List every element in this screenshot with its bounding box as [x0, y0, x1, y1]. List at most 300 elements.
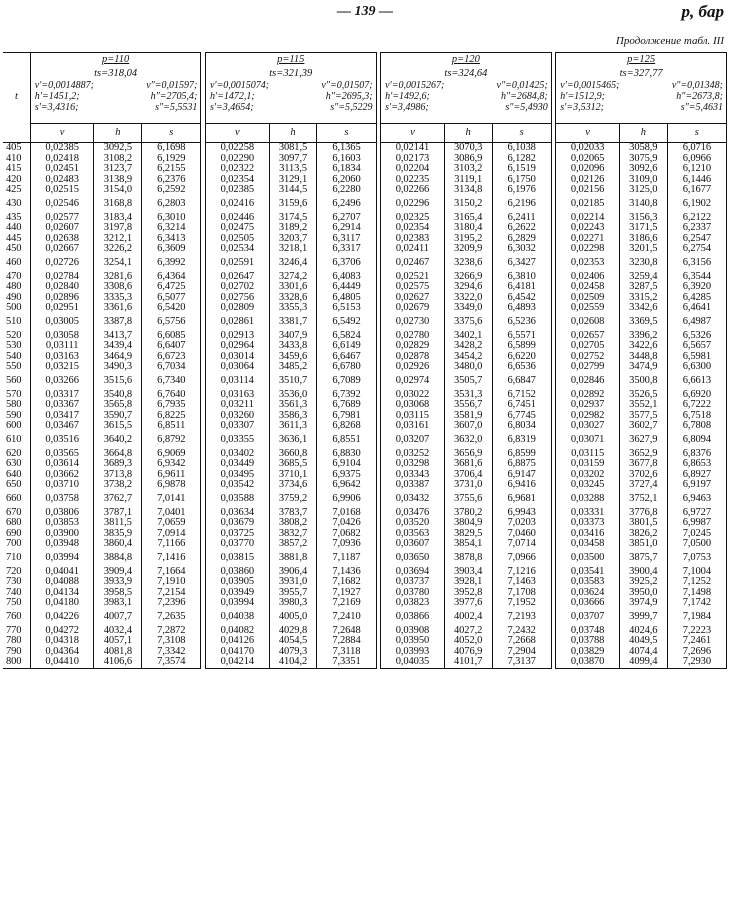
s-cell: 6,4449 — [317, 282, 376, 293]
saturation-line — [206, 80, 376, 91]
s-cell: 7,2872 — [142, 626, 201, 637]
h-cell: 3526,5 — [619, 390, 667, 401]
v-cell: 0,02638 — [30, 234, 94, 245]
saturation-value: s′=3,5312; — [560, 101, 604, 113]
s-cell: 6,7808 — [667, 421, 726, 432]
s-cell: 6,5981 — [667, 352, 726, 363]
s-cell: 7,3118 — [317, 647, 376, 658]
s-cell: 6,8376 — [667, 449, 726, 460]
s-cell: 6,7745 — [492, 411, 551, 422]
s-cell: 6,1282 — [492, 154, 551, 165]
s-cell: 7,3574 — [142, 657, 201, 668]
v-cell: 0,02608 — [556, 314, 620, 331]
v-cell: 0,02243 — [556, 223, 620, 234]
s-cell: 6,1519 — [492, 164, 551, 175]
h-cell: 3556,7 — [444, 400, 492, 411]
v-cell: 0,04410 — [30, 657, 94, 668]
saturation-value: v″=0,01348; — [671, 79, 723, 91]
h-cell: 3103,2 — [444, 164, 492, 175]
v-cell: 0,02505 — [205, 234, 269, 245]
h-cell: 3183,4 — [94, 213, 142, 224]
s-cell: 7,2432 — [492, 626, 551, 637]
s-cell: 6,7689 — [317, 400, 376, 411]
v-cell: 0,03387 — [381, 480, 445, 491]
temperature-cell: 650 — [3, 480, 30, 491]
v-cell: 0,04214 — [205, 657, 269, 668]
h-cell: 3950,0 — [619, 588, 667, 599]
v-cell: 0,03516 — [30, 432, 94, 449]
table-row — [3, 314, 727, 331]
h-cell: 3636,1 — [269, 432, 317, 449]
s-cell: 6,8830 — [317, 449, 376, 460]
s-cell: 6,5899 — [492, 341, 551, 352]
temperature-cell: 660 — [3, 491, 30, 508]
v-cell: 0,02325 — [381, 213, 445, 224]
v-cell: 0,03908 — [381, 626, 445, 637]
v-cell: 0,02878 — [381, 352, 445, 363]
s-cell: 7,1984 — [667, 609, 726, 626]
v-cell: 0,02406 — [556, 272, 620, 283]
h-cell: 3134,8 — [444, 185, 492, 196]
h-cell: 3201,5 — [619, 244, 667, 255]
pressure-unit-label: p, бар — [681, 2, 724, 21]
h-cell: 3474,9 — [619, 362, 667, 373]
h-cell: 3515,6 — [94, 373, 142, 390]
s-cell: 7,1166 — [142, 539, 201, 550]
h-cell: 3439,4 — [94, 341, 142, 352]
saturation-value: h′=1512,9; — [560, 90, 606, 102]
v-cell: 0,03202 — [556, 470, 620, 481]
h-cell: 3787,1 — [94, 508, 142, 519]
s-cell: 6,2280 — [317, 185, 376, 196]
saturation-value: v′=0,0015465; — [560, 79, 620, 91]
s-cell: 6,9069 — [142, 449, 201, 460]
h-cell: 3685,5 — [269, 459, 317, 470]
v-cell: 0,03064 — [205, 362, 269, 373]
v-cell: 0,02509 — [556, 293, 620, 304]
temperature-cell: 730 — [3, 577, 30, 588]
s-cell: 7,0460 — [492, 529, 551, 540]
s-cell: 7,0168 — [317, 508, 376, 519]
saturation-value: s′=3,4986; — [385, 101, 429, 113]
v-cell: 0,03373 — [556, 518, 620, 529]
v-cell: 0,03607 — [381, 539, 445, 550]
v-cell: 0,03950 — [381, 636, 445, 647]
h-cell: 3361,6 — [94, 303, 142, 314]
v-cell: 0,02385 — [30, 143, 94, 154]
h-cell: 3266,9 — [444, 272, 492, 283]
s-cell: 6,3413 — [142, 234, 201, 245]
v-cell: 0,03710 — [30, 480, 94, 491]
h-cell: 3195,2 — [444, 234, 492, 245]
v-cell: 0,02591 — [205, 255, 269, 272]
h-cell: 3144,5 — [269, 185, 317, 196]
h-cell: 4002,4 — [444, 609, 492, 626]
v-cell: 0,03948 — [30, 539, 94, 550]
v-cell: 0,02575 — [381, 282, 445, 293]
v-cell: 0,02964 — [205, 341, 269, 352]
saturation-value: v′=0,0015074; — [209, 79, 270, 91]
v-cell: 0,02033 — [556, 143, 620, 154]
h-cell: 3058,9 — [619, 143, 667, 154]
s-cell: 6,1603 — [317, 154, 376, 165]
s-cell: 6,3427 — [492, 255, 551, 272]
s-cell: 7,1927 — [317, 588, 376, 599]
s-cell: 7,2904 — [492, 647, 551, 658]
s-cell: 6,2411 — [492, 213, 551, 224]
h-cell: 3238,6 — [444, 255, 492, 272]
v-cell: 0,03694 — [381, 567, 445, 578]
temperature-cell: 415 — [3, 164, 30, 175]
s-cell: 6,9342 — [142, 459, 201, 470]
s-cell: 6,4364 — [142, 272, 201, 283]
table-row — [3, 459, 727, 470]
v-cell: 0,03725 — [205, 529, 269, 540]
h-cell: 4076,9 — [444, 647, 492, 658]
v-cell: 0,03866 — [381, 609, 445, 626]
s-cell: 6,8599 — [492, 449, 551, 460]
h-cell: 4104,2 — [269, 657, 317, 668]
v-cell: 0,02418 — [30, 154, 94, 165]
s-cell: 7,2648 — [317, 626, 376, 637]
s-cell: 6,8319 — [492, 432, 551, 449]
v-cell: 0,03541 — [556, 567, 620, 578]
h-cell: 3581,9 — [444, 411, 492, 422]
v-cell: 0,03780 — [381, 588, 445, 599]
h-cell: 4099,4 — [619, 657, 667, 668]
s-cell: 7,0966 — [492, 550, 551, 567]
h-cell: 4027,2 — [444, 626, 492, 637]
s-cell: 6,5824 — [317, 331, 376, 342]
h-cell: 3092,6 — [619, 164, 667, 175]
s-cell: 7,2193 — [492, 609, 551, 626]
s-cell: 7,3342 — [142, 647, 201, 658]
v-cell: 0,03207 — [381, 432, 445, 449]
s-cell: 7,1416 — [142, 550, 201, 567]
s-cell: 7,0753 — [667, 550, 726, 567]
v-cell: 0,03014 — [205, 352, 269, 363]
v-cell: 0,04272 — [30, 626, 94, 637]
s-cell: 7,1463 — [492, 577, 551, 588]
saturation-value: h″=2673,8; — [676, 90, 723, 102]
s-cell: 6,9104 — [317, 459, 376, 470]
v-cell: 0,04082 — [205, 626, 269, 637]
s-cell: 7,2884 — [317, 636, 376, 647]
temperature-cell: 470 — [3, 272, 30, 283]
v-cell: 0,02475 — [205, 223, 269, 234]
h-cell: 3731,0 — [444, 480, 492, 491]
s-cell: 7,2169 — [317, 598, 376, 609]
v-cell: 0,02780 — [381, 331, 445, 342]
saturation-block — [205, 67, 376, 124]
s-cell: 6,1698 — [142, 143, 201, 154]
saturation-temperature: ts=318,04 — [94, 68, 138, 79]
table-body — [3, 143, 727, 669]
v-cell: 0,02353 — [556, 255, 620, 272]
s-cell: 6,9878 — [142, 480, 201, 491]
pressure-value: p=120 — [451, 53, 480, 65]
h-cell: 3656,9 — [444, 449, 492, 460]
saturation-line — [556, 91, 726, 102]
s-cell: 6,5153 — [317, 303, 376, 314]
h-cell: 3909,4 — [94, 567, 142, 578]
s-cell: 7,0659 — [142, 518, 201, 529]
s-cell: 6,2376 — [142, 175, 201, 186]
v-cell: 0,02290 — [205, 154, 269, 165]
saturation-value: s″=5,4930 — [505, 101, 548, 113]
v-cell: 0,02258 — [205, 143, 269, 154]
temperature-cell: 740 — [3, 588, 30, 599]
saturation-value: s″=5,5229 — [330, 101, 373, 113]
temperature-cell: 690 — [3, 529, 30, 540]
v-cell: 0,03829 — [556, 647, 620, 658]
s-cell: 6,8094 — [667, 432, 726, 449]
s-cell: 7,1952 — [492, 598, 551, 609]
v-cell: 0,02467 — [381, 255, 445, 272]
v-cell: 0,02559 — [556, 303, 620, 314]
v-cell: 0,04170 — [205, 647, 269, 658]
s-cell: 6,4641 — [667, 303, 726, 314]
temperature-cell: 480 — [3, 282, 30, 293]
s-cell: 7,2930 — [667, 657, 726, 668]
h-cell: 3710,1 — [269, 470, 317, 481]
v-cell: 0,03245 — [556, 480, 620, 491]
h-cell: 3851,0 — [619, 539, 667, 550]
s-cell: 7,2668 — [492, 636, 551, 647]
v-cell: 0,03666 — [556, 598, 620, 609]
s-cell: 7,1187 — [317, 550, 376, 567]
h-cell: 3727,4 — [619, 480, 667, 491]
h-cell: 3832,7 — [269, 529, 317, 540]
v-cell: 0,03211 — [205, 400, 269, 411]
table-row — [3, 303, 727, 314]
h-cell: 3900,4 — [619, 567, 667, 578]
v-cell: 0,03476 — [381, 508, 445, 519]
h-cell: 3510,7 — [269, 373, 317, 390]
v-cell: 0,04364 — [30, 647, 94, 658]
h-cell: 3829,5 — [444, 529, 492, 540]
s-cell: 6,2592 — [142, 185, 201, 196]
s-cell: 6,3706 — [317, 255, 376, 272]
steam-properties-table — [3, 52, 727, 669]
v-cell: 0,03500 — [556, 550, 620, 567]
s-cell: 7,1498 — [667, 588, 726, 599]
h-cell: 3485,2 — [269, 362, 317, 373]
s-cell: 6,5420 — [142, 303, 201, 314]
v-cell: 0,03417 — [30, 411, 94, 422]
temperature-cell: 450 — [3, 244, 30, 255]
h-cell: 3349,0 — [444, 303, 492, 314]
saturation-value: v″=0,01507; — [321, 79, 373, 91]
v-cell: 0,02679 — [381, 303, 445, 314]
s-cell: 6,3156 — [667, 255, 726, 272]
s-cell: 6,2122 — [667, 213, 726, 224]
s-cell: 6,7935 — [142, 400, 201, 411]
v-cell: 0,04041 — [30, 567, 94, 578]
s-cell: 6,9727 — [667, 508, 726, 519]
h-cell: 3387,8 — [94, 314, 142, 331]
v-cell: 0,02385 — [205, 185, 269, 196]
v-cell: 0,03870 — [556, 657, 620, 668]
h-cell: 4032,4 — [94, 626, 142, 637]
s-cell: 7,0914 — [142, 529, 201, 540]
h-cell: 3835,9 — [94, 529, 142, 540]
v-cell: 0,02214 — [556, 213, 620, 224]
h-cell: 3933,9 — [94, 577, 142, 588]
s-cell: 7,1664 — [142, 567, 201, 578]
h-cell: 4007,7 — [94, 609, 142, 626]
s-cell: 6,3010 — [142, 213, 201, 224]
s-cell: 6,6536 — [492, 362, 551, 373]
table-row — [3, 196, 727, 213]
v-cell: 0,03058 — [30, 331, 94, 342]
h-cell: 3070,3 — [444, 143, 492, 154]
h-cell: 3881,8 — [269, 550, 317, 567]
h-cell: 3955,7 — [269, 588, 317, 599]
h-cell: 3125,0 — [619, 185, 667, 196]
saturation-line — [31, 91, 201, 102]
h-cell: 3140,8 — [619, 196, 667, 213]
h-cell: 3464,9 — [94, 352, 142, 363]
column-header-h: h — [94, 124, 142, 143]
temperature-cell: 540 — [3, 352, 30, 363]
s-cell: 7,0500 — [667, 539, 726, 550]
h-cell: 3586,3 — [269, 411, 317, 422]
v-cell: 0,02515 — [30, 185, 94, 196]
s-cell: 6,2914 — [317, 223, 376, 234]
saturation-value: s′=3,4654; — [209, 101, 254, 113]
table-row — [3, 341, 727, 352]
pressure-header — [205, 53, 376, 68]
h-cell: 4054,5 — [269, 636, 317, 647]
saturation-line — [381, 91, 551, 102]
h-cell: 3811,5 — [94, 518, 142, 529]
v-cell: 0,03624 — [556, 588, 620, 599]
h-cell: 3189,2 — [269, 223, 317, 234]
v-cell: 0,02185 — [556, 196, 620, 213]
v-cell: 0,02756 — [205, 293, 269, 304]
saturation-value: h″=2684,8; — [500, 90, 548, 102]
v-cell: 0,03788 — [556, 636, 620, 647]
v-cell: 0,03260 — [205, 411, 269, 422]
s-cell: 6,8653 — [667, 459, 726, 470]
h-cell: 3590,7 — [94, 411, 142, 422]
h-cell: 3097,7 — [269, 154, 317, 165]
temperature-cell: 640 — [3, 470, 30, 481]
h-cell: 3611,3 — [269, 421, 317, 432]
v-cell: 0,04318 — [30, 636, 94, 647]
h-cell: 3762,7 — [94, 491, 142, 508]
s-cell: 6,8225 — [142, 411, 201, 422]
s-cell: 6,9642 — [317, 480, 376, 491]
s-cell: 6,3214 — [142, 223, 201, 234]
saturation-value: s″=5,5531 — [155, 101, 198, 113]
v-cell: 0,03432 — [381, 491, 445, 508]
h-cell: 3259,4 — [619, 272, 667, 283]
saturation-value: h′=1492,6; — [385, 90, 430, 102]
v-cell: 0,03860 — [205, 567, 269, 578]
s-cell: 6,4805 — [317, 293, 376, 304]
h-cell: 3808,2 — [269, 518, 317, 529]
v-cell: 0,02607 — [30, 223, 94, 234]
v-cell: 0,03317 — [30, 390, 94, 401]
saturation-block — [556, 67, 727, 124]
h-cell: 3180,4 — [444, 223, 492, 234]
s-cell: 7,0426 — [317, 518, 376, 529]
v-cell: 0,02799 — [556, 362, 620, 373]
v-cell: 0,02173 — [381, 154, 445, 165]
table-row — [3, 432, 727, 449]
s-cell: 6,9197 — [667, 480, 726, 491]
h-cell: 4052,0 — [444, 636, 492, 647]
s-cell: 7,2410 — [317, 609, 376, 626]
h-cell: 3123,7 — [94, 164, 142, 175]
s-cell: 6,5326 — [667, 331, 726, 342]
h-cell: 3640,2 — [94, 432, 142, 449]
v-cell: 0,02354 — [381, 223, 445, 234]
h-cell: 4101,7 — [444, 657, 492, 668]
column-header-s: s — [492, 124, 551, 143]
s-cell: 6,2754 — [667, 244, 726, 255]
s-cell: 7,1682 — [317, 577, 376, 588]
column-header-h: h — [444, 124, 492, 143]
v-cell: 0,02730 — [381, 314, 445, 331]
s-cell: 6,2196 — [492, 196, 551, 213]
v-cell: 0,03161 — [381, 421, 445, 432]
temperature-cell: 430 — [3, 196, 30, 213]
s-cell: 6,9906 — [317, 491, 376, 508]
table-header — [3, 53, 727, 143]
table-row — [3, 636, 727, 647]
v-cell: 0,03905 — [205, 577, 269, 588]
s-cell: 6,1976 — [492, 185, 551, 196]
v-cell: 0,02726 — [30, 255, 94, 272]
h-cell: 3075,9 — [619, 154, 667, 165]
pressure-value: p=125 — [627, 53, 656, 65]
v-cell: 0,03565 — [30, 449, 94, 460]
s-cell: 6,3117 — [317, 234, 376, 245]
v-cell: 0,02937 — [556, 400, 620, 411]
h-cell: 4029,8 — [269, 626, 317, 637]
s-cell: 7,0714 — [492, 539, 551, 550]
s-cell: 6,6220 — [492, 352, 551, 363]
pressure-header — [556, 53, 727, 68]
v-cell: 0,02483 — [30, 175, 94, 186]
s-cell: 6,8511 — [142, 421, 201, 432]
h-cell: 3342,6 — [619, 303, 667, 314]
saturation-line — [381, 80, 551, 91]
h-cell: 3602,7 — [619, 421, 667, 432]
v-cell: 0,03068 — [381, 400, 445, 411]
s-cell: 6,2547 — [667, 234, 726, 245]
s-cell: 7,0682 — [317, 529, 376, 540]
h-cell: 3783,7 — [269, 508, 317, 519]
s-cell: 6,2707 — [317, 213, 376, 224]
h-cell: 3677,8 — [619, 459, 667, 470]
v-cell: 0,03758 — [30, 491, 94, 508]
v-cell: 0,03367 — [30, 400, 94, 411]
h-cell: 3565,8 — [94, 400, 142, 411]
s-cell: 6,8792 — [142, 432, 201, 449]
h-cell: 3878,8 — [444, 550, 492, 567]
s-cell: 6,9611 — [142, 470, 201, 481]
h-cell: 3119,1 — [444, 175, 492, 186]
s-cell: 7,2461 — [667, 636, 726, 647]
v-cell: 0,02846 — [556, 373, 620, 390]
h-cell: 3952,8 — [444, 588, 492, 599]
s-cell: 6,9943 — [492, 508, 551, 519]
v-cell: 0,04088 — [30, 577, 94, 588]
